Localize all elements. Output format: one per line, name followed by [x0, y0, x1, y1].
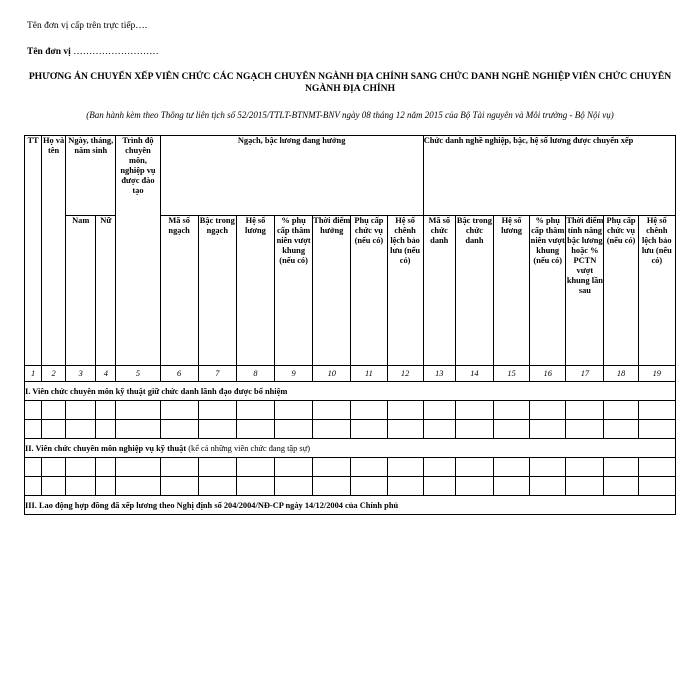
- header-current-col: % phụ cấp thâm niên vượt khung (nếu có): [275, 216, 313, 366]
- column-number: 4: [96, 366, 116, 382]
- header-new-col: Bậc trong chức danh: [455, 216, 493, 366]
- column-number: 3: [66, 366, 96, 382]
- column-number: 12: [387, 366, 423, 382]
- section-1-label: I. Viên chức chuyên môn kỹ thuật giữ chức danh lãnh đạo được bổ nhiệm: [25, 382, 676, 401]
- section-2-bold: II. Viên chức chuyên môn nghiệp vụ kỹ thuật: [25, 443, 187, 453]
- column-number: 19: [638, 366, 675, 382]
- header-dob: Ngày, tháng, năm sinh: [66, 136, 116, 216]
- column-number: 10: [313, 366, 351, 382]
- table-row: [25, 477, 676, 496]
- unit-dots: ………………………: [70, 47, 159, 57]
- column-number: 18: [604, 366, 638, 382]
- column-number: 7: [198, 366, 236, 382]
- header-new-col: % phụ cấp thâm niên vượt khung (nếu có): [530, 216, 566, 366]
- header-current-col: Mã số ngạch: [160, 216, 198, 366]
- header-current-col: Bậc trong ngạch: [198, 216, 236, 366]
- column-number: 16: [530, 366, 566, 382]
- column-number: 9: [275, 366, 313, 382]
- column-number: 1: [25, 366, 42, 382]
- conversion-table: [24, 135, 676, 515]
- header-new-col: Phụ cấp chức vụ (nếu có): [604, 216, 638, 366]
- column-number: 6: [160, 366, 198, 382]
- header-new-col: Hệ số lương: [493, 216, 529, 366]
- header-new-title: Chức danh nghề nghiệp, bậc, hệ số lương được chuyển xếp: [423, 136, 675, 216]
- header-female: Nữ: [96, 216, 116, 366]
- header-male: Nam: [66, 216, 96, 366]
- column-number: 14: [455, 366, 493, 382]
- column-number: 15: [493, 366, 529, 382]
- table-row: [25, 420, 676, 439]
- document-subtitle: (Ban hành kèm theo Thông tư liên tịch số 52/2015/TTLT-BTNMT-BNV ngày 08 tháng 12 năm 2015 của Bộ Tài nguyên và Môi trường - Bộ Nội vụ): [86, 110, 614, 120]
- header-current-col: Phụ cấp chức vụ (nếu có): [351, 216, 387, 366]
- column-number-row: [25, 366, 676, 382]
- parent-unit-line: Tên đơn vị cấp trên trực tiếp….: [27, 21, 148, 31]
- table-row: [25, 458, 676, 477]
- header-current-col: Hệ số lương: [236, 216, 274, 366]
- header-current-col: Hệ số chênh lệch bảo lưu (nếu có): [387, 216, 423, 366]
- header-new-col: Mã số chức danh: [423, 216, 455, 366]
- header-current-col: Thời điểm hưởng: [313, 216, 351, 366]
- section-2-label: [25, 439, 676, 458]
- header-tt: TT: [25, 136, 42, 366]
- column-number: 5: [116, 366, 160, 382]
- header-new-col: Thời điểm tính nâng bậc lương hoặc % PCTN vượt khung lần sau: [566, 216, 604, 366]
- section-row: [25, 496, 676, 515]
- unit-label: Tên đơn vị: [27, 47, 71, 57]
- header-current-salary: Ngạch, bậc lương đang hưởng: [160, 136, 423, 216]
- document-title: PHƯƠNG ÁN CHUYỂN XẾP VIÊN CHỨC CÁC NGẠCH CHUYÊN NGÀNH ĐỊA CHÍNH SANG CHỨC DANH NGHỀ NGHIỆP VIÊN CHỨC CHUYÊN NGÀNH ĐỊA CHÍNH: [28, 71, 672, 94]
- header-name: Họ và tên: [42, 136, 66, 366]
- section-row: [25, 439, 676, 458]
- column-number: 8: [236, 366, 274, 382]
- header-education: Trình độ chuyên môn, nghiệp vụ được đào tạo: [116, 136, 160, 366]
- table-row: [25, 401, 676, 420]
- column-number: 11: [351, 366, 387, 382]
- header-new-col: Hệ số chênh lệch bảo lưu (nếu có): [638, 216, 675, 366]
- section-row: [25, 382, 676, 401]
- column-number: 17: [566, 366, 604, 382]
- column-number: 13: [423, 366, 455, 382]
- column-number: 2: [42, 366, 66, 382]
- unit-line: [27, 47, 159, 57]
- section-3-label: III. Lao động hợp đồng đã xếp lương theo Nghị định số 204/2004/NĐ-CP ngày 14/12/2004 của Chính phủ: [25, 496, 676, 515]
- section-2-note: (kể cả những viên chức đang tập sự): [186, 443, 311, 453]
